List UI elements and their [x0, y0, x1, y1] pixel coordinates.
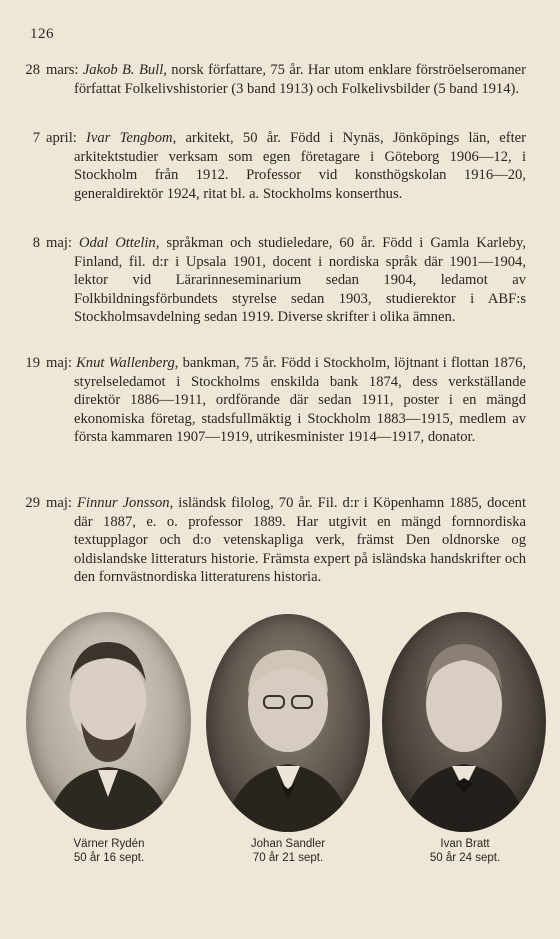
entry-day: 7 — [32, 130, 40, 146]
portrait-photo-sandler — [206, 614, 370, 832]
entry-text: isländsk filolog, 70 år. Fil. d:r i Köpenhamn 1885, docent där 1887, e. o. professor 1889. Har utgivit en mängd fornnordiska textupplagor och d:o vetenskapliga verk, främst Den oldnorske og oldislandske litteraturs historie. Främsta expert på isländska handskrifter och den fornvästnordiska litteraturens historia. — [74, 495, 527, 586]
entry-text: bankman, 75 år. Född i Stockholm, löjtnant i flottan 1876, styrelseledamot i Stockholms enskilda bank 1874, dess verkställande direktör 1886—1911, ordförande där sedan 1911, poster i en mängd ekonomiska företag, stadsfullmäktig i Stockholm 1883—1915, medlem av första kammaren 1907—1919, utrikesminister 1914—1917, donator. — [74, 355, 527, 446]
person-silhouette-icon — [382, 612, 546, 832]
entry-jonsson — [25, 494, 527, 587]
page-number: 126 — [30, 26, 54, 42]
entry-month: maj: — [46, 495, 72, 511]
portrait-name: Värner Rydén — [73, 838, 145, 850]
entry-day: 29 — [25, 495, 40, 511]
entry-ottelin — [32, 234, 526, 327]
entry-text: språkman och studieledare, 60 år. Född i Gamla Karleby, Finland, fil. d:r i Upsala 1901, docent i nordiska språk där 1901—1904, lektor vid Lärarinneseminarium sedan 1904, ledamot av Folkbildningsförbundets styrelse sedan 1903, studierektor i ABF:s Stockholmsavdelning sedan 1919. Diverse skrifter i olika ämnen. — [74, 235, 526, 326]
entry-day: 19 — [25, 355, 40, 371]
entry-name: Ivar Tengbom, — [86, 130, 177, 146]
entry-month: maj: — [46, 355, 72, 371]
portrait-date: 50 år 24 sept. — [429, 852, 501, 864]
entry-month: mars: — [46, 62, 79, 78]
entry-text: arkitekt, 50 år. Född i Nynäs, Jönköpings län, efter arkitektstudier verksam som egen företagare i Göteborg 1906—12, i Stockholm från 1912. Professor vid konsthögskolan 1916—20, generaldirektör 1924, ritat bl. a. Stockholms konserthus. — [74, 130, 526, 202]
entry-name: Jakob B. Bull, — [82, 62, 167, 78]
portrait-caption-sandler — [203, 837, 373, 865]
portrait-name: Ivan Bratt — [440, 838, 490, 850]
entry-name: Odal Ottelin, — [78, 235, 160, 251]
entry-name: Finnur Jonsson, — [77, 495, 174, 511]
entry-name: Knut Wallenberg, — [76, 355, 179, 371]
person-silhouette-icon — [206, 614, 370, 832]
portrait-date: 70 år 21 sept. — [252, 852, 324, 864]
portrait-photo-ryden — [26, 612, 191, 830]
portrait-caption-bratt — [380, 837, 550, 865]
entry-day: 8 — [32, 235, 40, 251]
entry-day: 28 — [25, 62, 40, 78]
portrait-date: 50 år 16 sept. — [73, 852, 145, 864]
entry-tengbom — [32, 129, 526, 203]
entry-text: norsk författare, 75 år. Har utom enklare förströelseromaner författat Folkelivshistorier (3 band 1913) och Folkelivsbilder (5 band 1914). — [74, 62, 526, 97]
person-silhouette-icon — [26, 612, 191, 830]
entry-bull — [25, 61, 526, 98]
portrait-photo-bratt — [382, 612, 546, 832]
entry-month: april: — [46, 130, 77, 146]
portrait-name: Johan Sandler — [250, 838, 326, 850]
entry-wallenberg — [25, 354, 527, 447]
portrait-caption-ryden — [24, 837, 194, 865]
entry-month: maj: — [46, 235, 72, 251]
